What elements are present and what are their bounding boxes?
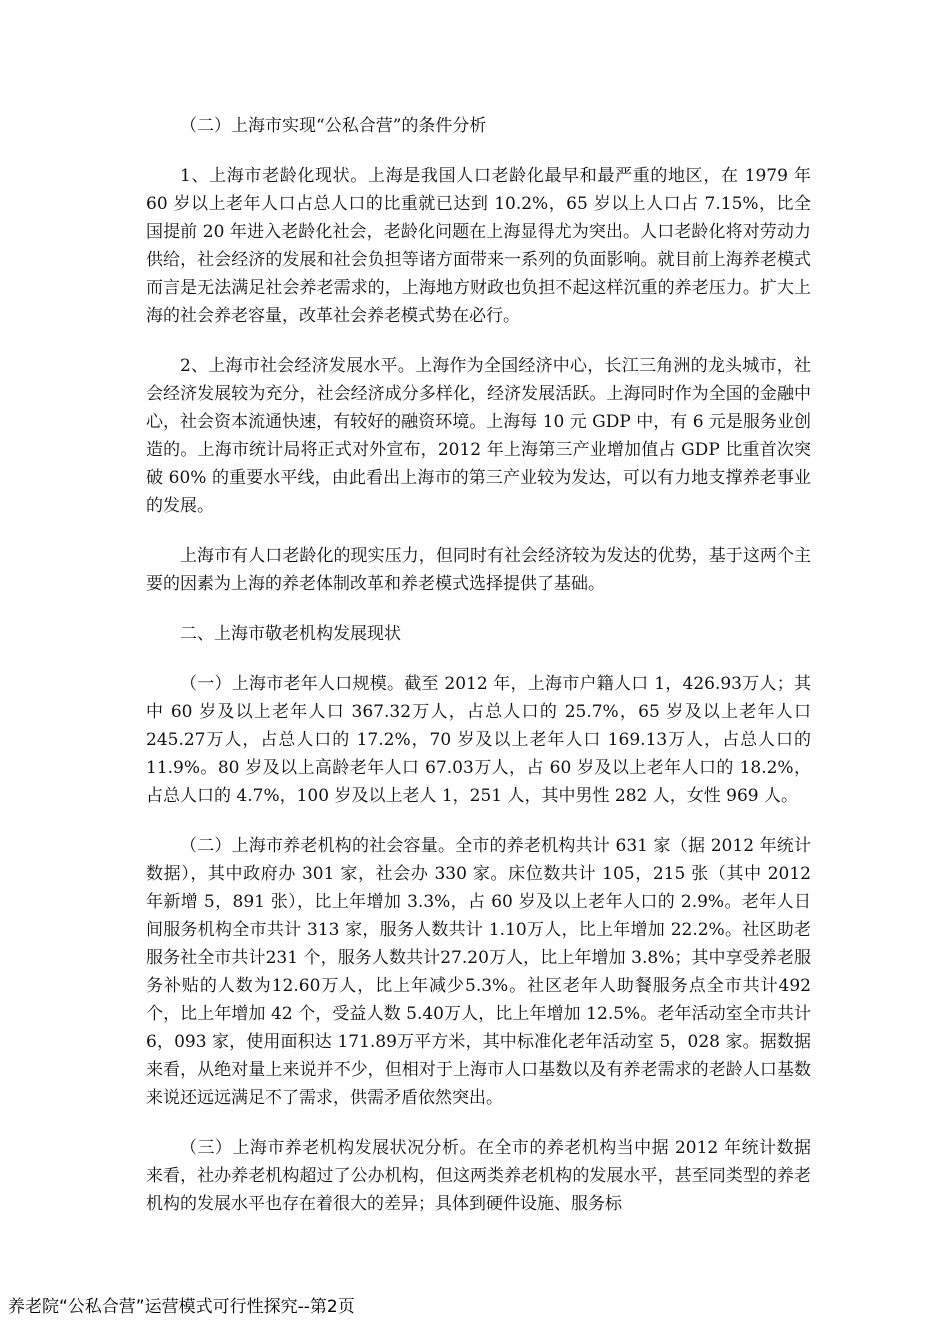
paragraph-aging-status: 1、上海市老龄化现状。上海是我国人口老龄化最早和最严重的地区，在 1979 年 60 岁以上老年人口占总人口的比重就已达到 10.2%，65 岁以上人口占 7.15%，比全国提前 20 年进入老龄化社会，老龄化问题在上海显得尤为突出。人口老龄化将对劳动力供给，社会经济的发展和社会负担等诸方面带来一系列的负面影响。就目前上海养老模式而言是无法满足社会养老需求的，上海地方财政也负担不起这样沉重的养老压力。扩大上海的社会养老容量，改革社会养老模式势在必行。 — [146, 166, 811, 326]
section-heading-conditions: （二）上海市实现“公私合营”的条件分析 — [180, 116, 487, 136]
paragraph-economic-level: 2、上海市社会经济发展水平。上海作为全国经济中心，长江三角洲的龙头城市，社会经济发展较为充分，社会经济成分多样化，经济发展活跃。上海同时作为全国的金融中心，社会资本流通快速，有较好的融资环境。上海每 10 元 GDP 中，有 6 元是服务业创造的。上海市统计局将正式对外宣布，2012 年上海第三产业增加值占 GDP 比重首次突破 60% 的重要水平线，由此看出上海市的第三产业较为发达，可以有力地支撑养老事业的发展。 — [146, 356, 811, 516]
section-heading-institutions: 二、上海市敬老机构发展现状 — [180, 624, 401, 644]
paragraph-elderly-population: （一）上海市老年人口规模。截至 2012 年，上海市户籍人口 1，426.93万人；其中 60 岁及以上老年人口 367.32万人，占总人口的 25.7%，65 岁及以上老年人口 245.27万人，占总人口的 17.2%，70 岁及以上老年人口 169.13万人，占总人口的 11.9%。80 岁及以上高龄老年人口 67.03万人，占 60 岁及以上老年人口的 18.2%，占总人口的 4.7%，100 岁及以上老人 1，251 人，其中男性 282 人，女性 969 人。 — [146, 674, 811, 806]
paragraph-summary: 上海市有人口老龄化的现实压力，但同时有社会经济较为发达的优势，基于这两个主要的因素为上海的养老体制改革和养老模式选择提供了基础。 — [146, 546, 811, 594]
paragraph-social-capacity: （二）上海市养老机构的社会容量。全市的养老机构共计 631 家（据 2012 年统计数据），其中政府办 301 家，社会办 330 家。床位数共计 105，215 张（其中 2012 年新增 5，891 张），比上年增加 3.3%，占 60 岁及以上老年人口的 2.9%。老年人日间服务机构全市共计 313 家，服务人数共计 1.10万人，比上年增加 22.2%。社区助老服务社全市共计231 个，服务人数共计27.20万人，比上年增加 3.8%；其中享受养老服务补贴的人数为12.60万人，比上年减少5.3%。社区老年人助餐服务点全市共计492 个，比上年增加 42 个，受益人数 5.40万人，比上年增加 12.5%。老年活动室全市共计6，093 家，使用面积达 171.89万平方米，其中标准化老年活动室 5，028 家。据数据来看，从绝对量上来说并不少，但相对于上海市人口基数以及有养老需求的老龄人口基数来说还远远满足不了需求，供需矛盾依然突出。 — [146, 836, 811, 1108]
document-body — [146, 112, 811, 1240]
paragraph-development-analysis: （三）上海市养老机构发展状况分析。在全市的养老机构当中据 2012 年统计数据来看，社办养老机构超过了公办机构，但这两类养老机构的发展水平，甚至同类型的养老机构的发展水平也存在着很大的差异；具体到硬件设施、服务标 — [146, 1138, 811, 1214]
page-footer: 养老院“公私合营”运营模式可行性探究--第2页 — [8, 1297, 355, 1317]
